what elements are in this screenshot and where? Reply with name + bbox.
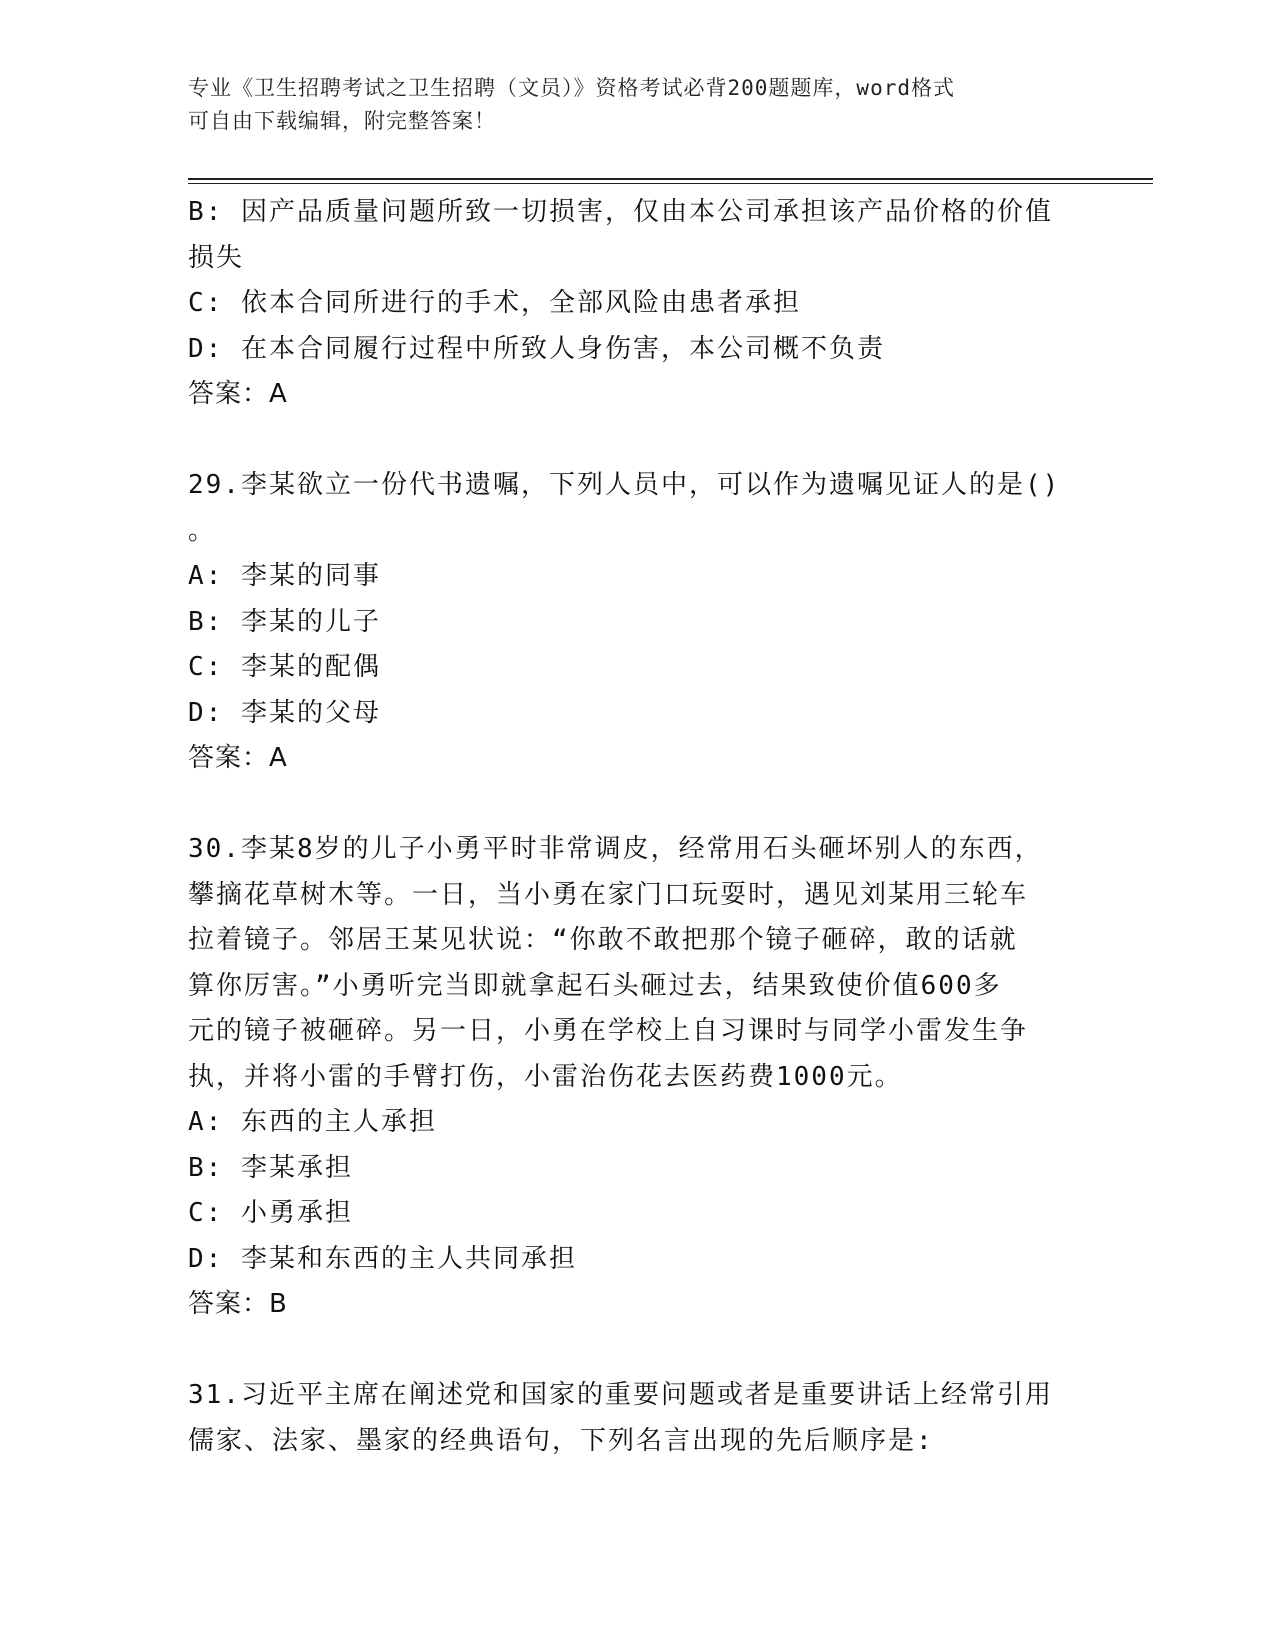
- header-title-line-2: 可自由下载编辑，附完整答案！: [188, 109, 496, 133]
- option-b-continuation: 损失: [188, 242, 245, 273]
- question-29: [188, 463, 1088, 782]
- option-b: B: 因产品质量问题所致一切损害，仅由本公司承担该产品价格的价值: [188, 197, 1053, 227]
- question-stem-line: 执，并将小雷的手臂打伤，小雷治伤花去医药费1000元。: [188, 1061, 903, 1092]
- question-28: [188, 190, 1088, 418]
- option-c: C: 依本合同所进行的手术，全部风险由患者承担: [188, 288, 801, 318]
- option-b: B: 李某承担: [188, 1152, 353, 1183]
- option-a: A: 李某的同事: [188, 561, 381, 591]
- answer: 答案：A: [188, 379, 288, 409]
- question-stem: 31.习近平主席在阐述党和国家的重要问题或者是重要讲话上经常引用: [188, 1380, 1053, 1410]
- question-stem-continuation: 儒家、法家、墨家的经典语句，下列名言出现的先后顺序是:: [188, 1425, 934, 1456]
- question-stem-line: 30.李某8岁的儿子小勇平时非常调皮，经常用石头砸坏别人的东西，: [188, 834, 1043, 864]
- document-header: [188, 72, 1068, 138]
- header-divider-thick: [188, 178, 1153, 180]
- question-30: [188, 827, 1088, 1328]
- option-d: D: 李某和东西的主人共同承担: [188, 1243, 577, 1274]
- option-d: D: 李某的父母: [188, 697, 381, 728]
- answer: 答案：B: [188, 1289, 288, 1319]
- spacer: [188, 1328, 1088, 1374]
- option-a: A: 东西的主人承担: [188, 1107, 437, 1137]
- question-stem-line: 元的镜子被砸碎。另一日，小勇在学校上自习课时与同学小雷发生争: [188, 1016, 1029, 1046]
- option-b: B: 李某的儿子: [188, 606, 381, 637]
- question-stem-continuation: 。: [188, 515, 217, 546]
- document-body: [188, 190, 1088, 1464]
- option-c: C: 小勇承担: [188, 1198, 353, 1228]
- spacer: [188, 782, 1088, 828]
- question-31: [188, 1373, 1088, 1464]
- spacer: [188, 418, 1088, 464]
- question-stem: 29.李某欲立一份代书遗嘱，下列人员中，可以作为遗嘱见证人的是(): [188, 470, 1061, 500]
- answer: 答案：A: [188, 743, 288, 773]
- question-stem-line: 算你厉害。”小勇听完当即就拿起石头砸过去，结果致使价值600多: [188, 970, 1002, 1001]
- question-stem-line: 拉着镜子。邻居王某见状说：“你敢不敢把那个镜子砸碎，敢的话就: [188, 925, 1018, 955]
- question-stem-line: 攀摘花草树木等。一日，当小勇在家门口玩耍时，遇见刘某用三轮车: [188, 879, 1029, 910]
- option-c: C: 李某的配偶: [188, 652, 381, 682]
- header-title-line-1: 专业《卫生招聘考试之卫生招聘（文员）》资格考试必背200题题库，word格式: [188, 76, 955, 100]
- header-divider-thin: [188, 183, 1153, 184]
- option-d: D: 在本合同履行过程中所致人身伤害，本公司概不负责: [188, 333, 885, 364]
